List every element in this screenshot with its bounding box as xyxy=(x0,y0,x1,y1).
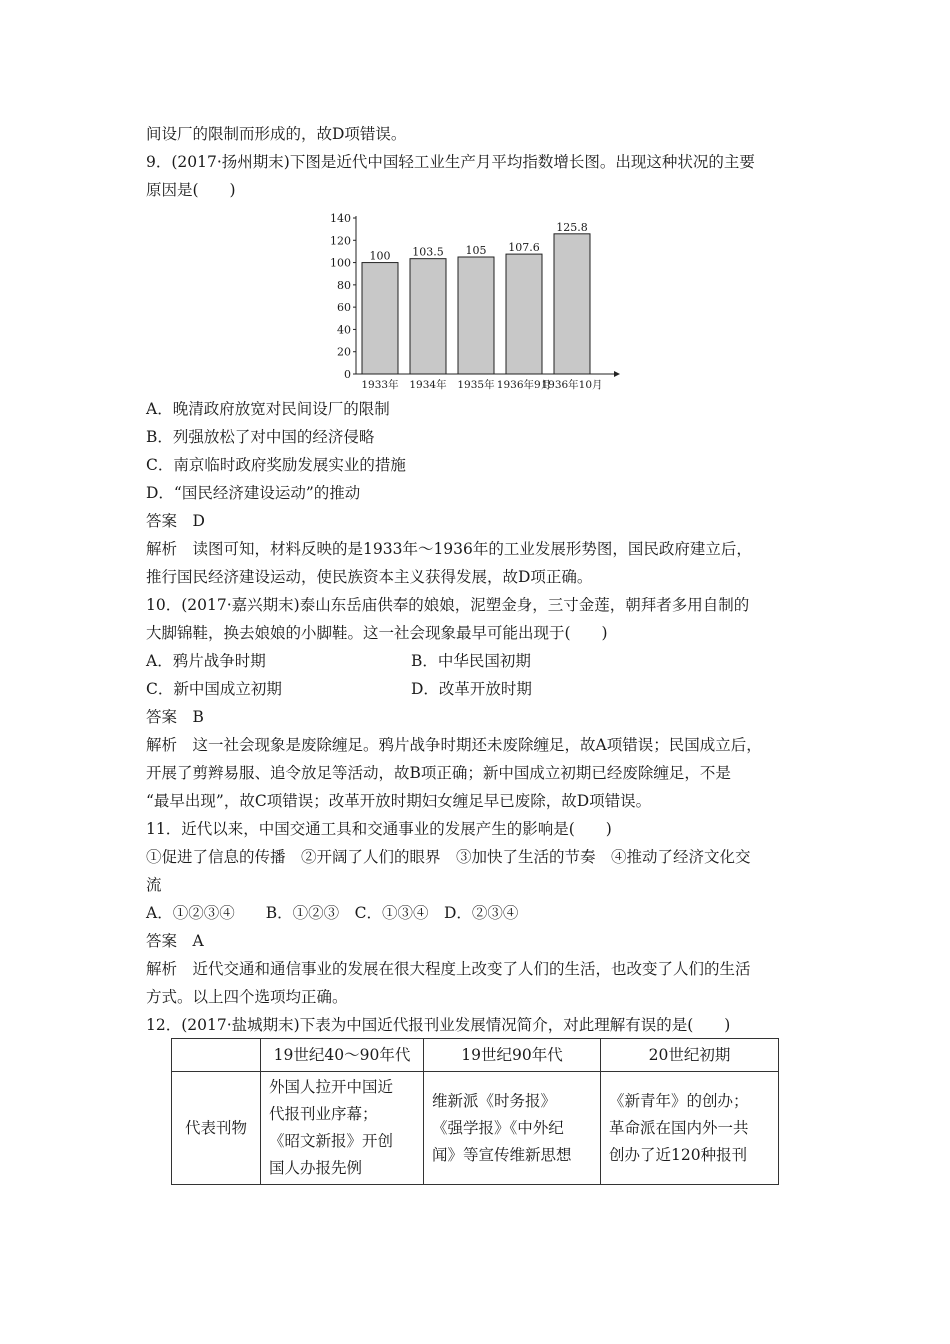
option-c: C．南京临时政府奖励发展实业的措施 xyxy=(146,456,406,474)
question-10-stem: 10．(2017·嘉兴期末)泰山东岳庙供奉的娘娘，泥塑金身，三寸金莲，朝拜者多用自制的 xyxy=(146,596,750,614)
x-tick-label: 1936年10月 xyxy=(541,379,603,391)
question-11-items: ①促进了信息的传播 ②开阔了人们的眼界 ③加快了生活的节奏 ④推动了经济文化交 xyxy=(146,848,751,866)
x-tick-label: 1934年 xyxy=(409,379,447,391)
newspaper-table xyxy=(171,1038,779,1185)
table-header-cell: 20世纪初期 xyxy=(601,1039,779,1072)
bar xyxy=(458,257,494,374)
cell-line: 外国人拉开中国近 xyxy=(269,1078,394,1096)
option-a: A．晚清政府放宽对民间设厂的限制 xyxy=(146,400,390,418)
cell-line: 《昭文新报》开创 xyxy=(269,1132,394,1150)
question-11-stem: 11．近代以来，中国交通工具和交通事业的发展产生的影响是( ) xyxy=(146,820,612,838)
table-cell xyxy=(601,1072,779,1185)
bar-value-label: 125.8 xyxy=(556,220,588,234)
cell-line: 国人办报先例 xyxy=(269,1159,363,1177)
bar xyxy=(506,254,542,374)
question-11-items-cont: 流 xyxy=(146,876,162,894)
answer: 答案 A xyxy=(146,932,204,950)
x-axis-labels xyxy=(361,378,602,391)
cell-line: 《强学报》《中外纪 xyxy=(432,1118,564,1137)
option-d: D．改革开放时期 xyxy=(411,680,532,698)
cell-line: 创办了近120种报刊 xyxy=(609,1145,748,1164)
question-9-stem: 9．(2017·扬州期末)下图是近代中国轻工业生产月平均指数增长图。出现这种状况的主要 xyxy=(146,153,755,171)
x-tick-label: 1936年9月 xyxy=(496,379,552,391)
option-b: B．列强放松了对中国的经济侵略 xyxy=(146,428,375,446)
cell-line: 闻》等宣传维新思想 xyxy=(432,1145,572,1164)
y-tick-label: 80 xyxy=(337,278,351,292)
explanation: 解析 读图可知，材料反映的是1933年～1936年的工业发展形势图，国民政府建立后， xyxy=(146,540,752,558)
bars xyxy=(362,221,590,374)
question-10-stem-cont: 大脚锦鞋，换去娘娘的小脚鞋。这一社会现象最早可能出现于( ) xyxy=(146,624,608,642)
bar xyxy=(410,259,446,374)
table-header-cell: 19世纪90年代 xyxy=(424,1039,601,1072)
explanation-cont: 方式。以上四个选项均正确。 xyxy=(146,988,348,1006)
table-header-cell: 19世纪40～90年代 xyxy=(261,1039,424,1072)
table-cell xyxy=(424,1072,601,1185)
bar-value-label: 107.6 xyxy=(508,241,540,255)
answer: 答案 D xyxy=(146,512,205,530)
y-tick-label: 140 xyxy=(330,212,351,225)
question-12-stem: 12．(2017·盐城期末)下表为中国近代报刊业发展情况简介，对此理解有误的是( ) xyxy=(146,1016,731,1034)
x-tick-label: 1933年 xyxy=(361,379,399,391)
bar xyxy=(554,234,590,374)
bar-value-label: 100 xyxy=(369,249,391,263)
option-d: D．“国民经济建设运动”的推动 xyxy=(146,484,361,502)
table-header-row xyxy=(172,1039,779,1072)
question-11-options: A．①②③④ B．①②③ C．①③④ D．②③④ xyxy=(146,904,519,922)
y-tick-label: 120 xyxy=(330,234,351,248)
text-line: 间设厂的限制而形成的，故D项错误。 xyxy=(146,125,407,143)
x-axis-arrow xyxy=(614,371,620,377)
y-tick-label: 60 xyxy=(337,301,351,315)
y-tick-label: 100 xyxy=(330,256,351,270)
row-label: 代表刊物 xyxy=(172,1072,261,1185)
option-a: A．鸦片战争时期 xyxy=(146,652,266,670)
y-tick-label: 40 xyxy=(337,323,351,337)
table-row xyxy=(172,1072,779,1185)
table-header-cell xyxy=(172,1039,261,1072)
cell-line: 革命派在国内外一共 xyxy=(609,1118,749,1137)
y-tick-label: 0 xyxy=(344,368,351,381)
answer: 答案 B xyxy=(146,708,204,726)
explanation-cont: 推行国民经济建设运动，使民族资本主义获得发展，故D项正确。 xyxy=(146,568,593,586)
bar-chart xyxy=(330,210,630,395)
explanation-cont: “最早出现”，故C项错误；改革开放时期妇女缠足早已废除，故D项错误。 xyxy=(146,792,652,810)
x-tick-label: 1935年 xyxy=(457,379,495,391)
bar-value-label: 105 xyxy=(465,244,487,257)
explanation: 解析 近代交通和通信事业的发展在很大程度上改变了人们的生活，也改变了人们的生活 xyxy=(146,960,751,978)
bar-value-label: 103.5 xyxy=(412,245,444,259)
cell-line: 代报刊业序幕； xyxy=(269,1105,378,1123)
option-c: C．新中国成立初期 xyxy=(146,680,282,698)
question-9-stem-cont: 原因是( ) xyxy=(146,181,236,199)
explanation: 解析 这一社会现象是废除缠足。鸦片战争时期还未废除缠足，故A项错误；民国成立后， xyxy=(146,736,762,754)
cell-line: 《新青年》的创办； xyxy=(609,1091,749,1110)
explanation-cont: 开展了剪辫易服、追令放足等活动，故B项正确；新中国成立初期已经废除缠足，不是 xyxy=(146,764,731,782)
cell-line: 维新派《时务报》 xyxy=(432,1091,557,1110)
option-b: B．中华民国初期 xyxy=(411,652,531,670)
table-cell xyxy=(261,1072,424,1185)
bar xyxy=(362,263,398,374)
y-tick-label: 20 xyxy=(337,345,351,359)
